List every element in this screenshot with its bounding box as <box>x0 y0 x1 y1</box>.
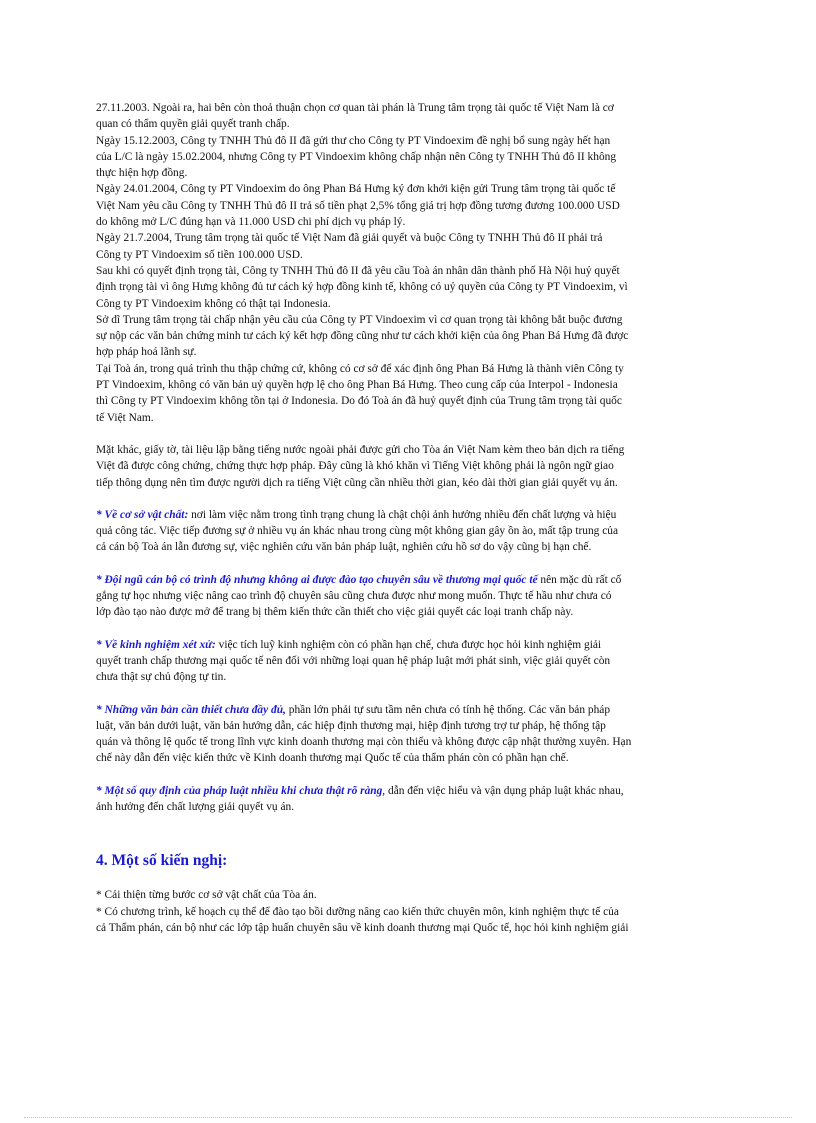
text-line: Sau khi có quyết định trọng tài, Công ty TNHH Thủ đô II đã yêu cầu Toà án nhân dân thành phố Hà Nội huỷ quyết <box>96 264 620 277</box>
text-line: cả cán bộ Toà án lẫn đương sự, việc nghiên cứu văn bản pháp luật, nghiên cứu hồ sơ do vậy cũng bị hạn chế. <box>96 541 592 554</box>
text-line: 27.11.2003. Ngoài ra, hai bên còn thoả thuận chọn cơ quan tài phán là Trung tâm trọng tài quốc tế Việt Nam là cơ <box>96 102 614 114</box>
text-line <box>96 572 720 588</box>
item-lead: * Về cơ sở vật chất: <box>96 508 189 521</box>
text-line <box>96 507 720 523</box>
text-line: quả công tác. Việc tiếp đương sự ở nhiều vụ án khác nhau trong cùng một không gian gây ồn ào, mất tập trung của <box>96 525 619 538</box>
text-line: Ngày 21.7.2004, Trung tâm trọng tài quốc tế Việt Nam đã giải quyết và buộc Công ty TNHH Thủ đô II phải trả <box>96 232 603 245</box>
text-line: định trọng tài vì ông Hưng không đủ tư cách ký hợp đồng kinh tế, không có uỷ quyền của Công ty PT Vindoexim, vì <box>96 281 628 294</box>
item-facilities <box>96 507 720 556</box>
text-line: tiếp thông dụng nên tìm được người dịch ra tiếng Việt cũng cần nhiều thời gian, kéo dài thời gian giải quyết vụ án. <box>96 476 618 489</box>
item-text: nên mặc dù rất cố <box>537 573 622 586</box>
item-text: phần lớn phải tự sưu tầm nên chưa có tính hệ thống. Các văn bản pháp <box>285 703 611 716</box>
text-line: Mặt khác, giấy tờ, tài liệu lập bằng tiếng nước ngoài phải được gửi cho Tòa án Việt Nam kèm theo bản dịch ra tiếng <box>96 443 625 456</box>
text-line <box>96 783 720 799</box>
text-line <box>96 637 720 653</box>
text-line: * Có chương trình, kế hoạch cụ thể để đào tạo bồi dưỡng nâng cao kiến thức chuyên môn, kinh nghiệm thực tế của <box>96 905 619 918</box>
text-line: quyết tranh chấp thương mại quốc tế nên đối với những loại quan hệ pháp luật mới phát sinh, việc giải quyết còn <box>96 654 611 667</box>
item-documents <box>96 702 720 767</box>
item-regulations <box>96 783 720 816</box>
item-text: , dẫn đến việc hiểu và vận dụng pháp luật khác nhau, <box>382 784 624 797</box>
item-lead: * Một số quy định của pháp luật nhiều khi chưa thật rõ ràng <box>96 784 383 797</box>
text-line: Việt Nam yêu cầu Công ty TNHH Thủ đô II trả số tiền phạt 2,5% tổng giá trị hợp đồng tương đương 100.000 USD <box>96 199 620 212</box>
text-line: Công ty PT Vindoexim không có thật tại Indonesia. <box>96 297 331 310</box>
text-line: quán và thông lệ quốc tế trong lĩnh vực kinh doanh thương mại còn thiếu và không được cập nhật thường xuyên. Hạn <box>96 736 632 749</box>
text-line: chế này dẫn đến việc kiến thức về Kinh doanh thương mại Quốc tế của thẩm phán còn có phần hạn chế. <box>96 752 569 765</box>
item-lead: * Những văn bản cần thiết chưa đầy đủ, <box>96 703 286 716</box>
text-line: luật, văn bản dưới luật, văn bản hướng dẫn, các hiệp định thương mại, hiệp định tương trợ tư pháp, hệ thống tập <box>96 719 606 732</box>
case-narrative <box>96 100 720 426</box>
text-line: Việt đã được công chứng, chứng thực hợp pháp. Đây cũng là khó khăn vì Tiếng Việt không phải là ngôn ngữ giao <box>96 460 614 473</box>
text-line: gắng tự học nhưng việc nâng cao trình độ chuyên sâu cũng chưa được như mong muốn. Thực tế hầu như chưa có <box>96 590 612 603</box>
text-line: ảnh hưởng đến chất lượng giải quyết vụ án. <box>96 800 295 813</box>
text-line: Sở dĩ Trung tâm trọng tài chấp nhận yêu cầu của Công ty PT Vindoexim vì cơ quan trọng tài không bắt buộc đương <box>96 313 623 326</box>
document-page <box>96 100 720 936</box>
text-line: thì Công ty PT Vindoexim không tồn tại ở Indonesia. Do đó Toà án đã huỷ quyết định của Trung tâm trọng tài quốc <box>96 395 622 408</box>
text-line: hợp pháp hoá lãnh sự. <box>96 346 197 359</box>
text-line: * Cải thiện từng bước cơ sở vật chất của Tòa án. <box>96 889 317 902</box>
text-line: cả Thẩm phán, cán bộ như các lớp tập huấn chuyên sâu về kinh doanh thương mại Quốc tế, học hỏi kinh nghiệm giải <box>96 921 629 934</box>
item-lead: * Về kinh nghiệm xét xử: <box>96 638 216 651</box>
text-line: tế Việt Nam. <box>96 411 154 424</box>
text-line: do không mở L/C đúng hạn và 11.000 USD chi phí dịch vụ pháp lý. <box>96 216 406 229</box>
translation-paragraph <box>96 442 720 491</box>
text-line: quan có thẩm quyền giải quyết tranh chấp. <box>96 118 290 131</box>
text-line: của L/C là ngày 15.02.2004, nhưng Công ty PT Vindoexim không chấp nhận nên Công ty TNHH Thủ đô II không <box>96 150 617 163</box>
page-bottom-divider <box>24 1117 792 1118</box>
text-line <box>96 702 720 718</box>
text-line: Tại Toà án, trong quá trình thu thập chứng cứ, không có cơ sở để xác định ông Phan Bá Hưng là thành viên Công ty <box>96 362 624 375</box>
text-line: sự nộp các văn bản chứng minh tư cách ký kết hợp đồng cũng như tư cách khởi kiện của ông Phan Bá Hưng đã được <box>96 330 629 343</box>
item-text: việc tích luỹ kinh nghiệm còn có phần hạn chế, chưa được học hỏi kinh nghiệm giải <box>215 638 602 651</box>
text-line: Ngày 15.12.2003, Công ty TNHH Thủ đô II đã gửi thư cho Công ty PT Vindoexim đề nghị bổ sung ngày hết hạn <box>96 134 611 147</box>
text-line: Ngày 24.01.2004, Công ty PT Vindoexim do ông Phan Bá Hưng ký đơn khởi kiện gửi Trung tâm trọng tài quốc tế <box>96 183 616 196</box>
section-heading: 4. Một số kiến nghị: <box>96 852 228 870</box>
item-text: nơi làm việc nằm trong tình trạng chung là chật chội ảnh hưởng nhiều đến chất lượng và hiệu <box>188 508 617 521</box>
item-staff <box>96 572 720 621</box>
text-line: thực hiện hợp đồng. <box>96 167 188 180</box>
item-lead: * Đội ngũ cán bộ có trình độ nhưng không ai được đào tạo chuyên sâu về thương mại quốc tế <box>96 573 538 586</box>
text-line: Công ty PT Vindoexim số tiền 100.000 USD. <box>96 248 303 261</box>
text-line: PT Vindoexim, không có văn bản uỷ quyền hợp lệ cho ông Phan Bá Hưng. Theo cung cấp của Interpol - Indonesia <box>96 379 618 392</box>
item-experience <box>96 637 720 686</box>
text-line: chưa thật sự chủ động tự tin. <box>96 671 227 684</box>
text-line: lớp đào tạo nào được mở để trang bị thêm kiến thức cần thiết cho việc giải quyết các loại tranh chấp này. <box>96 606 574 619</box>
recommendations <box>96 887 720 936</box>
